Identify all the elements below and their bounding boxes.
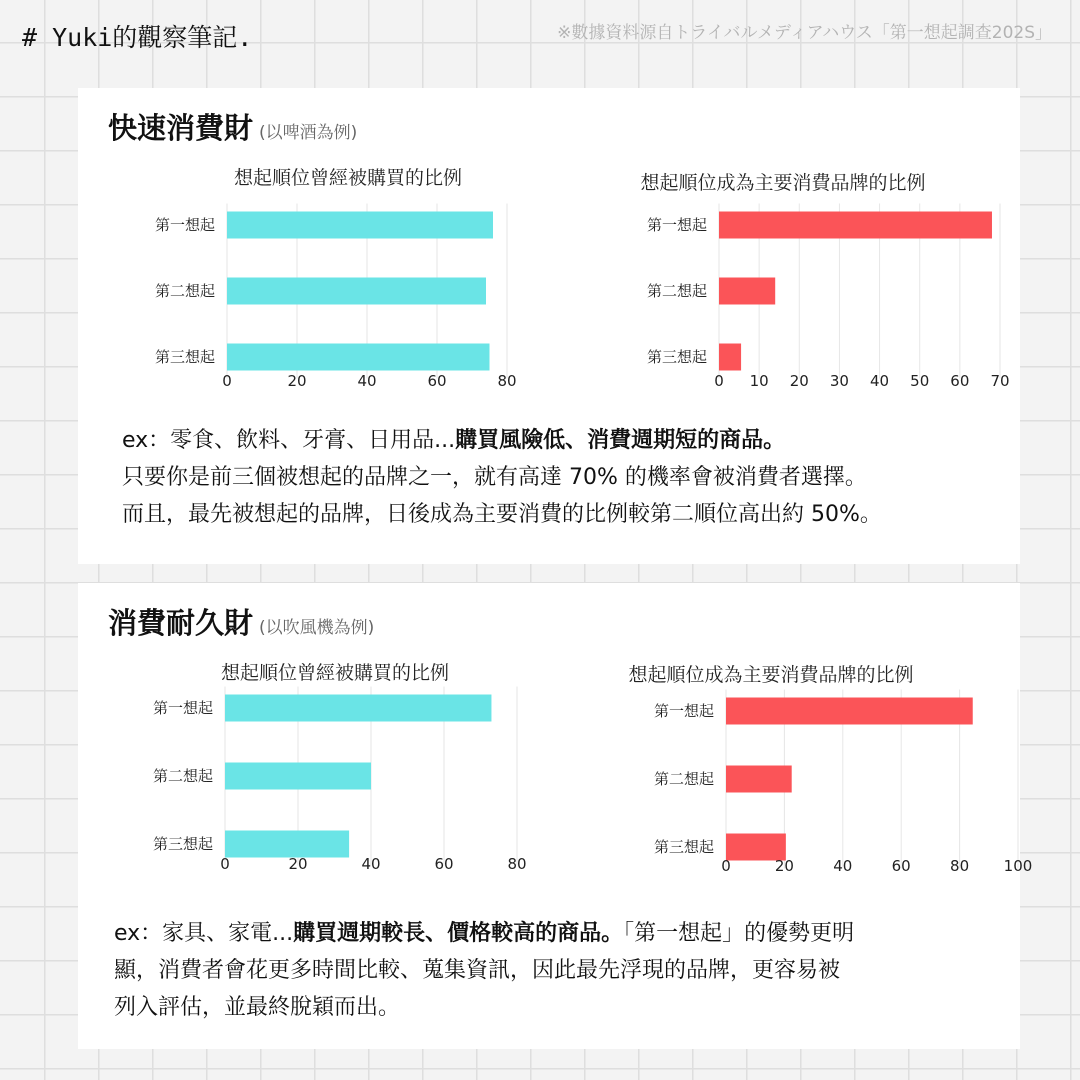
tick-label: 0: [222, 372, 232, 390]
tick-label: 100: [1003, 857, 1033, 875]
chart-durables-main-brand: [548, 686, 1033, 886]
category-label: 第三想起: [154, 348, 215, 366]
section-durables-card: [78, 583, 1033, 1049]
tick-label: 10: [749, 372, 769, 390]
category-label: 第三想起: [152, 835, 213, 853]
tick-label: 60: [434, 855, 454, 873]
bar-1: [726, 698, 973, 725]
tick-label: 0: [714, 372, 724, 390]
tick-label: 0: [721, 857, 731, 875]
category-label: 第三想起: [646, 348, 707, 366]
tick-label: 40: [833, 857, 853, 875]
category-label: 第二想起: [653, 770, 714, 788]
desc-line-2: 只要你是前三個被想起的品牌之一，就有高達 70% 的機率會被消費者選擇。: [122, 465, 867, 490]
tick-label: 80: [950, 857, 970, 875]
bar-1: [227, 212, 493, 239]
bar-1: [225, 695, 491, 722]
tick-label: 50: [910, 372, 930, 390]
section-title: 快速消費財: [108, 111, 254, 145]
bar-2: [225, 763, 371, 790]
section-title: 消費耐久財: [108, 606, 254, 640]
chart-title-main-brand: 想起順位成為主要消費品牌的比例: [640, 172, 926, 194]
desc-text: ex：零食、飲料、牙膏、日用品...: [122, 428, 456, 453]
desc-line-1: [122, 422, 1002, 459]
tick-label: 40: [361, 855, 381, 873]
category-label: 第一想起: [653, 702, 714, 720]
tick-label: 60: [891, 857, 911, 875]
chart-title-purchased: 想起順位曾經被購買的比例: [220, 662, 450, 684]
desc-bold-text: 購買週期較長、價格較高的商品。: [293, 921, 624, 946]
tick-label: 80: [507, 855, 527, 873]
bar-2: [227, 278, 486, 305]
category-label: 第二想起: [154, 282, 215, 300]
tick-label: 80: [497, 372, 517, 390]
chart-fmcg-main-brand: [548, 196, 1020, 396]
tick-label: 30: [829, 372, 849, 390]
hashtag-title: # Yuki的觀察筆記.: [22, 23, 253, 52]
chart-title-purchased: 想起順位曾經被購買的比例: [233, 167, 463, 189]
bar-3: [227, 344, 490, 371]
category-label: 第三想起: [653, 838, 714, 856]
tick-label: 40: [870, 372, 890, 390]
bar-3: [719, 344, 741, 371]
bar-1: [719, 212, 992, 239]
tick-label: 40: [357, 372, 377, 390]
desc-text: ex：家具、家電...: [114, 921, 294, 946]
tick-label: 60: [427, 372, 447, 390]
desc-line-3: 列入評估，並最終脫穎而出。: [114, 995, 401, 1020]
section-fmcg-heading: [108, 106, 357, 147]
bar-2: [719, 278, 775, 305]
category-label: 第二想起: [646, 282, 707, 300]
bar-2: [726, 766, 792, 793]
chart-title-main-brand: 想起順位成為主要消費品牌的比例: [628, 664, 914, 686]
category-label: 第二想起: [152, 767, 213, 785]
category-label: 第一想起: [154, 216, 215, 234]
category-label: 第一想起: [646, 216, 707, 234]
section-subtitle: (以啤酒為例): [259, 123, 358, 143]
tick-label: 20: [288, 855, 308, 873]
desc-line-1: [114, 915, 1014, 952]
tick-label: 20: [287, 372, 307, 390]
chart-fmcg-purchased: [78, 196, 548, 396]
tick-label: 0: [220, 855, 230, 873]
desc-line-2: 顯，消費者會花更多時間比較、蒐集資訊，因此最先浮現的品牌，更容易被: [114, 958, 841, 983]
section-durables-description: [114, 915, 1014, 1026]
desc-text: 「第一想起」的優勢更明: [623, 921, 855, 946]
source-note: ※數據資料源自トライバルメディアハウス「第一想起調查202S」: [557, 23, 1052, 43]
tick-label: 70: [990, 372, 1010, 390]
tick-label: 20: [774, 857, 794, 875]
bar-3: [225, 831, 349, 858]
section-fmcg-card: [78, 88, 1020, 564]
desc-line-3: 而且，最先被想起的品牌，日後成為主要消費的比例較第二順位高出約 50%。: [122, 502, 882, 527]
chart-durables-purchased: [78, 686, 548, 886]
category-label: 第一想起: [152, 699, 213, 717]
section-durables-heading: [108, 601, 374, 642]
tick-label: 60: [950, 372, 970, 390]
tick-label: 20: [789, 372, 809, 390]
section-fmcg-description: [122, 422, 1002, 533]
section-subtitle: (以吹風機為例): [259, 618, 375, 638]
desc-bold-text: 購買風險低、消費週期短的商品。: [455, 428, 786, 453]
